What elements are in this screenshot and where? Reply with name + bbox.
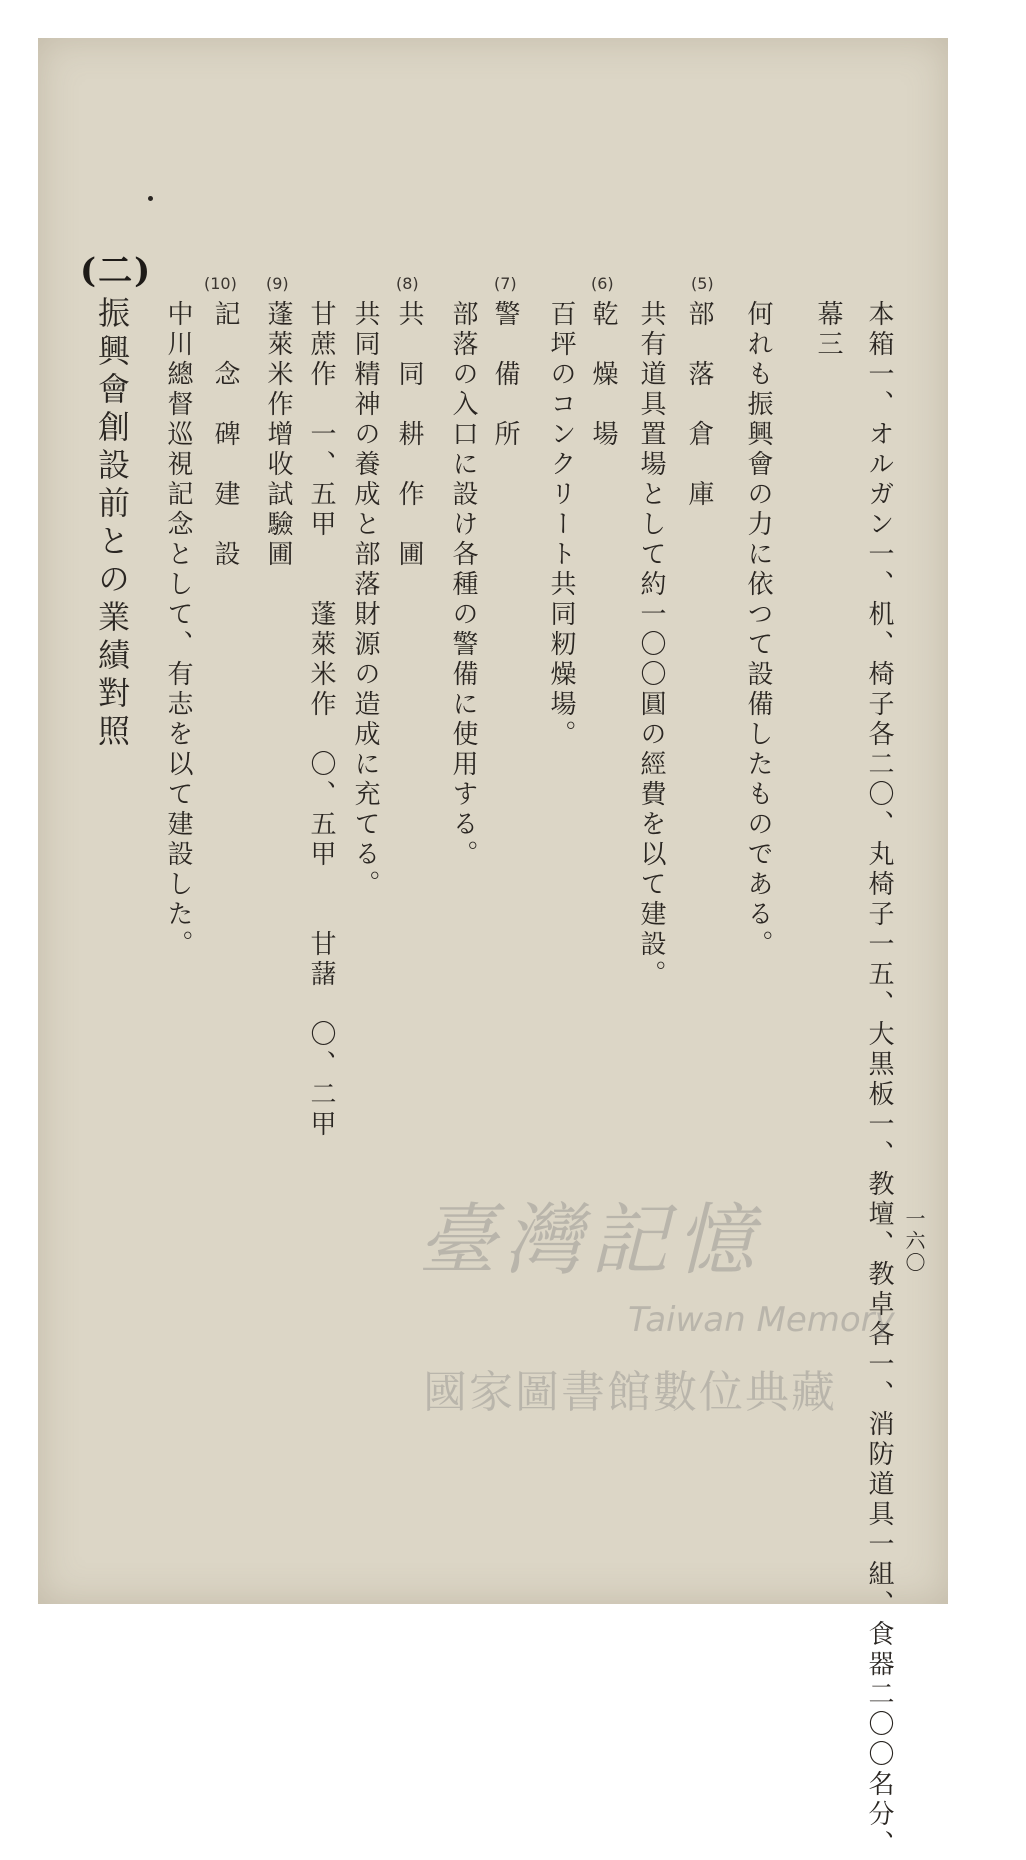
- ink-speck: [148, 196, 153, 201]
- text-column: 何れも振興會の力に依つて設備したものである。: [743, 300, 773, 960]
- text-column: 共有道具置場として約一〇〇圓の經費を以て建設。: [636, 300, 666, 990]
- text-column: 部落の入口に設け各種の警備に使用する。: [448, 300, 478, 870]
- text-column: 幕三: [813, 300, 843, 360]
- item-heading: 蓬萊米作增收試驗圃: [263, 300, 293, 570]
- text-column: 百坪のコンクリート共同籾燥場。: [546, 300, 576, 750]
- text-column: 本箱一、オルガン一、机、椅子各二〇、丸椅子一五、大黒板一、教壇、教卓各一、消防道具一組、食器二〇〇名分、: [864, 300, 894, 1860]
- item-heading: 乾 燥 場: [588, 300, 618, 450]
- item-number: (9): [266, 274, 289, 293]
- watermark-english: Taiwan Memory: [628, 1300, 895, 1340]
- item-number: (10): [204, 274, 237, 293]
- item-heading: 共 同 耕 作 圃: [394, 300, 424, 570]
- item-number: (8): [396, 274, 419, 293]
- item-number: (7): [494, 274, 517, 293]
- item-heading: 部 落 倉 庫: [684, 300, 714, 510]
- watermark-calligraphy: 臺灣記憶: [418, 1196, 763, 1286]
- item-number: (5): [691, 274, 714, 293]
- section-number: (二): [80, 251, 153, 291]
- watermark-library: 國家圖書館數位典藏: [423, 1367, 837, 1418]
- text-column: 甘蔗作 一、五甲 蓬萊米作 〇、五甲 甘藷 〇、二甲: [306, 300, 336, 1140]
- scanned-page: [38, 38, 948, 1860]
- item-heading: 警 備 所: [490, 300, 520, 450]
- text-column: 中川總督巡視記念として、有志を以て建設した。: [163, 300, 193, 960]
- text-column: 共同精神の養成と部落財源の造成に充てる。: [350, 300, 380, 900]
- item-number: (6): [591, 274, 614, 293]
- page-number: 一六〇: [902, 1208, 926, 1274]
- item-heading: 記 念 碑 建 設: [210, 300, 240, 570]
- section-title: 振興會創設前との業績對照: [93, 296, 131, 752]
